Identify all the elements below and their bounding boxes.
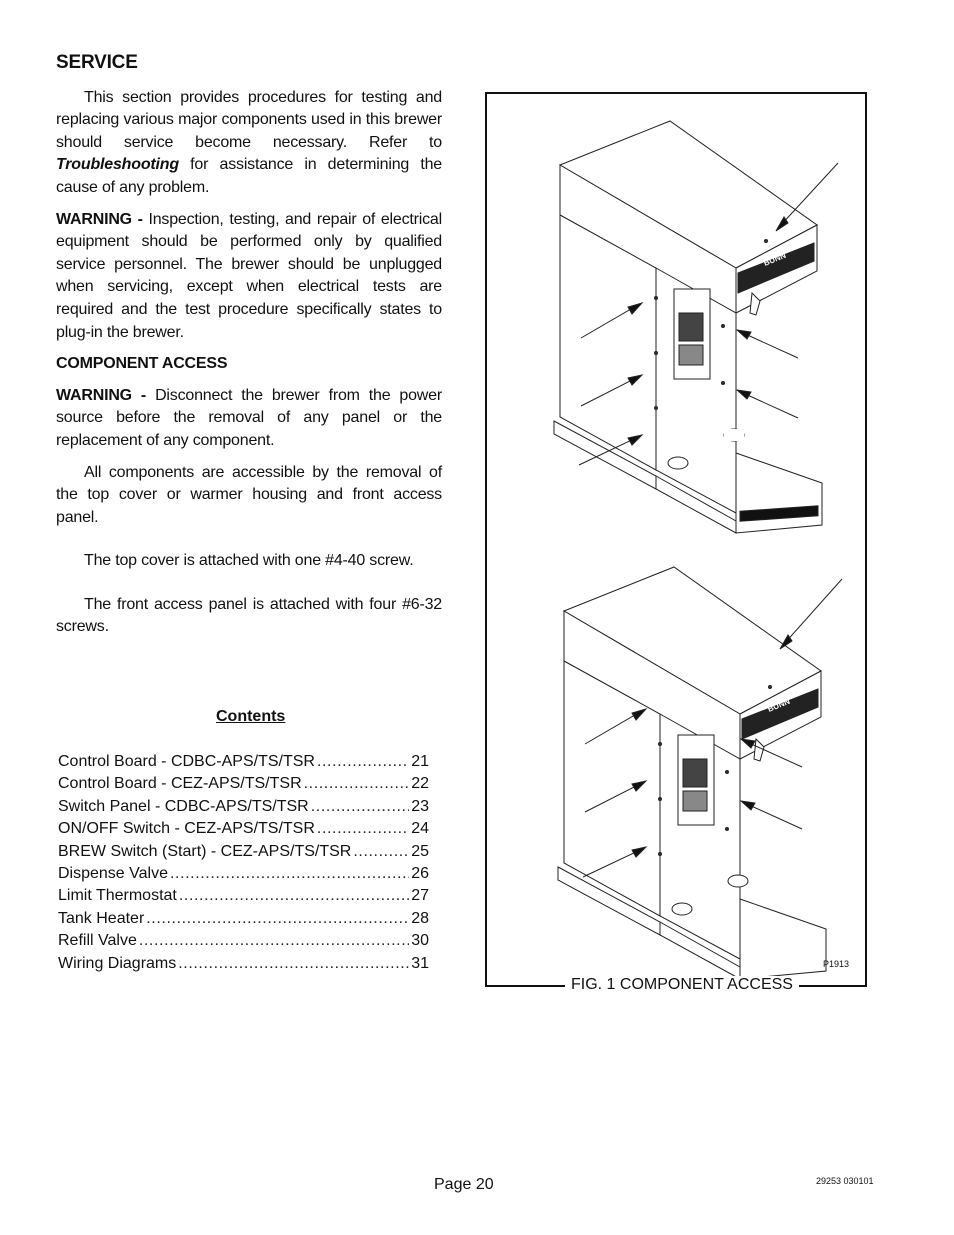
contents-item-page: 31 [411, 954, 429, 972]
warning-paragraph-1 [56, 209, 442, 345]
contents-item-title: Dispense Valve [58, 864, 168, 882]
contents-leader-dots [179, 887, 409, 905]
contents-item-title: Tank Heater [58, 909, 145, 927]
contents-item [58, 798, 429, 820]
warning-text: Disconnect the brewer from the power source before the removal of any panel or the replacement of any component. [56, 386, 442, 449]
brand-logo-top: BUNN [762, 250, 788, 268]
component-access-heading: COMPONENT ACCESS [56, 355, 228, 373]
contents-leader-dots [317, 753, 409, 771]
warning-label: WARNING - [56, 386, 147, 404]
contents-item [58, 887, 429, 909]
contents-leader-dots [311, 798, 409, 816]
access-paragraph: All components are accessible by the removal of the top cover or warmer housing and front access panel. [56, 463, 442, 526]
contents-item-title: Control Board - CDBC-APS/TS/TSR [58, 753, 315, 770]
contents-item-title: Refill Valve [58, 932, 137, 950]
intro-text-after: for assistance in determining the cause of any problem. [56, 156, 442, 196]
contents-item-title: Control Board - CEZ-APS/TS/TSR [58, 775, 302, 793]
warning-text: Inspection, testing, and repair of electrical equipment should be performed only by qualified service personnel. The brewer should be unplugged when servicing, except when electrical tests are required and the test procedure specifically states to plug-in the brewer. [56, 210, 442, 341]
contents-item-page: 28 [411, 909, 429, 927]
contents-item-page: 30 [411, 932, 429, 950]
contents-item [58, 843, 429, 865]
front-panel-paragraph: The front access panel is attached with four #6-32 screws. [56, 595, 442, 636]
contents-leader-dots [170, 865, 409, 883]
contents-leader-dots [178, 955, 409, 973]
contents-item-title: ON/OFF Switch - CEZ-APS/TS/TSR [58, 820, 315, 838]
contents-leader-dots [304, 775, 410, 793]
figure-caption: FIG. 1 COMPONENT ACCESS [565, 976, 799, 994]
contents-item [58, 820, 429, 842]
warning-label: WARNING - [56, 210, 143, 228]
contents-item-page: 27 [411, 887, 429, 905]
brewer-top [554, 121, 822, 533]
contents-leader-dots [139, 932, 409, 950]
page-title: SERVICE [56, 52, 138, 73]
contents-item-page: 26 [411, 864, 429, 882]
contents-item [58, 932, 429, 954]
warning-paragraph-2 [56, 385, 442, 453]
contents-item-title: Wiring Diagrams [58, 954, 177, 972]
contents-item-title: Switch Panel - CDBC-APS/TS/TSR [58, 797, 309, 815]
brewer-illustration [486, 93, 866, 985]
contents-item [58, 753, 429, 775]
contents-item [58, 865, 429, 887]
contents-leader-dots [146, 910, 409, 928]
contents-item-page: 23 [411, 797, 429, 815]
brewer-bottom [558, 567, 826, 979]
contents-leader-dots [317, 820, 409, 838]
top-cover-paragraph: The top cover is attached with one #4-40 screw. [84, 552, 414, 570]
contents-list [58, 753, 429, 977]
contents-item [58, 775, 429, 797]
intro-paragraph [56, 87, 442, 200]
contents-item [58, 910, 429, 932]
contents-item-title: BREW Switch (Start) - CEZ-APS/TS/TSR [58, 842, 352, 860]
figure-code: P1913 [823, 959, 850, 969]
page-number: Page 20 [434, 1176, 494, 1193]
intro-text-before: This section provides procedures for testing and replacing various major components used in this brewer should service become necessary. Refer to [56, 88, 442, 151]
contents-item-page: 21 [411, 753, 429, 770]
brand-logo-bottom: BUNN [766, 696, 792, 714]
contents-leader-dots [353, 843, 409, 861]
contents-title: Contents [216, 708, 286, 725]
contents-item-page: 25 [411, 842, 429, 860]
troubleshooting-reference: Troubleshooting [56, 156, 179, 174]
contents-item-page: 22 [411, 775, 429, 793]
contents-item-page: 24 [411, 820, 429, 838]
document-code: 29253 030101 [816, 1176, 874, 1186]
service-text-column [56, 52, 442, 648]
contents-item-title: Limit Thermostat [58, 887, 177, 905]
contents-item [58, 955, 429, 977]
